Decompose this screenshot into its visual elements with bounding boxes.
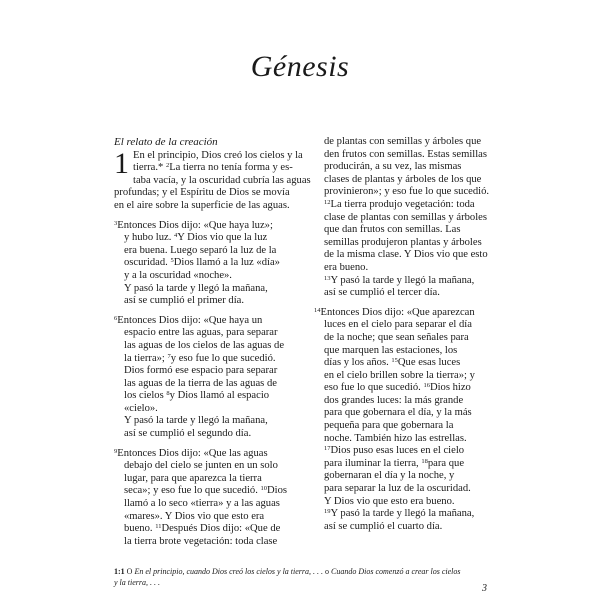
footnote-text: Cuando Dios comenzó a crear los cielos (331, 567, 461, 576)
text-line: que dan frutos con semillas. Las (324, 224, 461, 236)
text-line: para que gobernara el día, y la más (324, 407, 472, 419)
text-line: $^9$Entonces Dios dijo: «Que las aguas (114, 447, 268, 459)
text-line: profundas; y el Espíritu de Dios se movía (114, 187, 290, 199)
footnote-text: En el principio, cuando Dios creó los cielos y la tierra, . . . (134, 567, 324, 576)
text-line: gobernaran el día y la noche, y (324, 470, 455, 482)
text-line: la tierra brote vegetación: toda clase (124, 535, 278, 547)
page-number: 3 (482, 583, 487, 594)
chapter-number: 1 (114, 146, 129, 180)
text-line: de la noche; que sean señales para (324, 331, 469, 343)
text-line: debajo del cielo se junten en un solo (124, 460, 278, 472)
text-line: taba vacía, y la oscuridad cubría las aguas (133, 174, 311, 186)
text-line: lugar, para que aparezca la tierra (124, 472, 262, 484)
text-line: así se cumplió el segundo día. (124, 428, 252, 440)
text-line: los cielos $^8$y Dios llamó al espacio (124, 390, 270, 402)
page-title: Génesis (250, 50, 350, 83)
paragraph-1-1 (114, 146, 311, 213)
paragraph-1-9 (114, 448, 300, 549)
text-line: era buena. Luego separó la luz de la (124, 244, 277, 256)
text-line: días y los años. $^{15}$Que esas luces (324, 357, 461, 369)
text-line: Dios formó ese espacio para separar (124, 365, 278, 377)
text-line: «cielo». (124, 402, 158, 414)
text-line: así se cumplió el primer día. (124, 295, 245, 307)
text-line: producirán, a su vez, las mismas (324, 161, 462, 173)
text-line: de la misma clase. Y Dios vio que esto (324, 249, 488, 261)
text-line: de plantas con semillas y árboles que (324, 136, 482, 147)
text-line: pequeña para que gobernara la (324, 420, 454, 432)
footnote-text: O (124, 567, 135, 576)
text-line: las aguas de la tierra de las aguas de (124, 377, 277, 389)
text-line: la tierra»; $^7$y eso fue lo que sucedió. (124, 352, 276, 364)
text-line: Y pasó la tarde y llegó la mañana, (124, 415, 268, 427)
text-line: semillas produjeron plantas y árboles (324, 236, 482, 248)
text-line: era bueno. (324, 261, 369, 273)
text-line: $^6$Entonces Dios dijo: «Que haya un (114, 314, 263, 326)
text-line: así se cumplió el tercer día. (324, 287, 440, 299)
text-line: Y Dios vio que esto era bueno. (324, 495, 455, 507)
text-line: $^{12}$La tierra produjo vegetación: toda (324, 198, 475, 210)
text-line: clase de plantas con semillas y árboles (324, 211, 487, 223)
text-line: en el aire sobre la superficie de las aguas. (114, 199, 290, 211)
text-line: luces en el cielo para separar el día (324, 319, 472, 331)
paragraph-1-3 (114, 220, 300, 308)
paragraph-1-14 (314, 307, 496, 534)
text-line: $^3$Entonces Dios dijo: «Que haya luz»; (114, 219, 273, 231)
paragraph-1-11-cont (314, 136, 496, 300)
text-line: que marquen las estaciones, los (324, 344, 458, 356)
footnote-text: y la tierra, . . . (114, 578, 160, 587)
text-line: tierra.* $^2$La tierra no tenía forma y es- (133, 162, 293, 174)
paragraph-1-6 (114, 315, 300, 441)
text-line: bueno. $^{11}$Después Dios dijo: «Que de (124, 523, 281, 535)
text-line: para iluminar la tierra, $^{18}$para que (324, 457, 465, 469)
text-line: y a la oscuridad «noche». (124, 269, 232, 281)
text-line: En el principio, Dios creó los cielos y la (133, 149, 303, 161)
text-line: eso fue lo que sucedió. $^{16}$Dios hizo (324, 382, 471, 394)
text-line: $^{14}$Entonces Dios dijo: «Que aparezcan (314, 306, 475, 318)
text-line: llamó a lo seco «tierra» y a las aguas (124, 498, 280, 510)
text-line: provinieron»; y eso fue lo que sucedió. (324, 186, 490, 198)
text-line: Y pasó la tarde y llegó la mañana, (124, 282, 268, 294)
text-line: oscuridad. $^5$Dios llamó a la luz «día» (124, 257, 280, 269)
text-line: clases de plantas y árboles de los que (324, 173, 482, 185)
text-line: «mares». Y Dios vio que esto era (124, 510, 265, 522)
text-line: y hubo luz. $^4$Y Dios vio que la luz (124, 232, 268, 244)
text-line: las aguas de los cielos de las aguas de (124, 339, 285, 351)
text-line: en el cielo brillen sobre la tierra»; y (324, 369, 475, 381)
text-line: $^{17}$Dios puso esas luces en el cielo (324, 445, 465, 457)
section-heading: El relato de la creación (114, 136, 218, 148)
text-line: $^{19}$Y pasó la tarde y llegó la mañana, (324, 508, 475, 520)
footnote-reference: 1:1 (114, 567, 125, 576)
text-line: espacio entre las aguas, para separar (124, 327, 278, 339)
text-line: den frutos con semillas. Estas semillas (324, 148, 487, 160)
text-line: noche. También hizo las estrellas. (324, 432, 467, 444)
footnote (114, 566, 514, 588)
text-line: dos grandes luces: la más grande (324, 394, 464, 406)
text-line: seca»; y eso fue lo que sucedió. $^{10}$Dios (124, 485, 288, 497)
text-line: para separar la luz de la oscuridad. (324, 483, 471, 495)
footnote-text: o (323, 567, 332, 576)
right-column (314, 136, 496, 540)
text-line: $^{13}$Y pasó la tarde y llegó la mañana, (324, 274, 475, 286)
text-line: así se cumplió el cuarto día. (324, 520, 443, 532)
left-column (114, 136, 311, 555)
